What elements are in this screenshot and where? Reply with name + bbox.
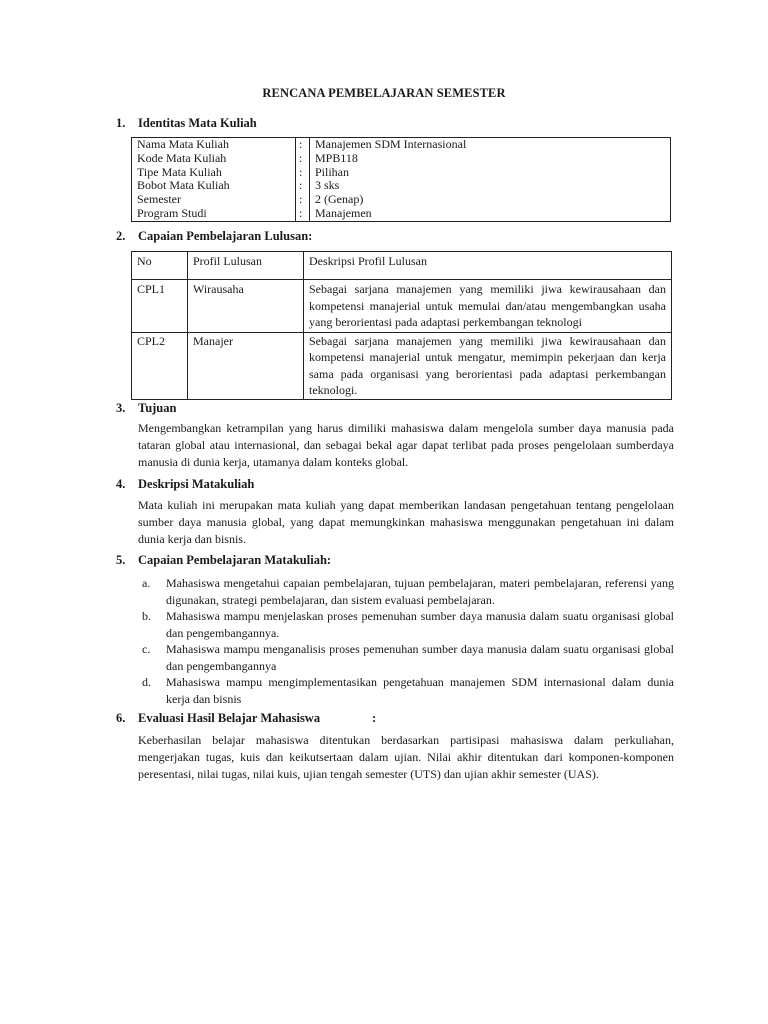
row-separator: :: [296, 166, 310, 180]
cell-profile: Wirausaha: [188, 280, 304, 333]
list-item: [142, 674, 674, 707]
section-5-heading: [116, 553, 331, 568]
row-separator: :: [296, 138, 310, 152]
row-value: 3 sks: [315, 178, 340, 193]
identity-table: [131, 137, 671, 222]
table-row: [132, 152, 671, 166]
row-value: Pilihan: [315, 164, 350, 179]
section-number: 3.: [116, 401, 126, 415]
table-header-row: [132, 252, 672, 280]
section-title: Tujuan: [138, 401, 177, 415]
list-marker: d.: [142, 675, 151, 689]
column-header: No: [132, 252, 188, 280]
column-header: Deskripsi Profil Lulusan: [304, 252, 672, 280]
row-value: Manajemen: [315, 205, 372, 220]
section-3-heading: [116, 401, 176, 416]
learning-outcomes-list: [142, 575, 674, 707]
section-4-text: Mata kuliah ini merupakan mata kuliah yang dapat memberikan landasan pengetahuan tentang pengelolaan sumber daya manusia global, yang dapat memungkinkan mahasiswa menggunakan pengetahuan ini dalam dunia kerja dan bisnis.: [138, 498, 674, 546]
section-title: Identitas Mata Kuliah: [138, 116, 257, 130]
cell-no: CPL2: [132, 332, 188, 399]
column-header: Profil Lulusan: [188, 252, 304, 280]
section-number: 1.: [116, 116, 126, 130]
list-item-text: Mahasiswa mampu menganalisis proses pemenuhan sumber daya manusia dalam suatu organisasi global dan pengembangannya: [166, 642, 674, 673]
table-row: [132, 166, 671, 180]
section-6-text: Keberhasilan belajar mahasiswa ditentukan berdasarkan partisipasi mahasiswa dalam perkuliahan, mengerjakan tugas, kuis dan keikutsertaan dalam ujian. Nilai akhir ditentukan dari komponen-komponen peresentasi, nilai tugas, nilai kuis, ujian tengah semester (UTS) dan ujian akhir semester (UAS).: [138, 733, 674, 781]
section-3-text: Mengembangkan ketrampilan yang harus dimiliki mahasiswa dalam mengelola sumber daya manusia pada tataran global atau internasional, dan sebagai bekal agar dapat terlibat pada proses pengelolaan sumberdaya manusia di dunia kerja, utamanya dalam konteks global.: [138, 421, 674, 469]
section-number: 5.: [116, 553, 126, 567]
row-separator: :: [296, 193, 310, 207]
table-row: [132, 207, 671, 221]
row-label: Bobot Mata Kuliah: [137, 178, 230, 193]
row-separator: :: [296, 152, 310, 166]
row-label: Semester: [137, 192, 181, 207]
section-number: 4.: [116, 477, 126, 491]
table-row: [132, 332, 672, 399]
section-colon: :: [372, 711, 377, 725]
section-title: Capaian Pembelajaran Matakuliah:: [138, 553, 332, 567]
section-4-heading: [116, 477, 254, 492]
section-title: Evaluasi Hasil Belajar Mahasiswa: [138, 711, 321, 725]
section-title: Deskripsi Matakuliah: [138, 477, 255, 491]
document-title: RENCANA PEMBELAJARAN SEMESTER: [262, 86, 506, 100]
cell-no: CPL1: [132, 280, 188, 333]
list-item: [142, 608, 674, 641]
list-item: [142, 641, 674, 674]
list-item-text: Mahasiswa mengetahui capaian pembelajaran, tujuan pembelajaran, materi pembelajaran, referensi yang digunakan, strategi pembelajaran, dan sistem evaluasi pembelajaran.: [166, 576, 674, 607]
table-row: [132, 179, 671, 193]
row-separator: :: [296, 207, 310, 221]
list-marker: a.: [142, 576, 151, 590]
table-row: [132, 193, 671, 207]
list-item-text: Mahasiswa mampu menjelaskan proses pemenuhan sumber daya manusia dalam suatu organisasi global dan pengembangannya.: [166, 609, 674, 640]
row-value: MPB118: [315, 150, 358, 165]
section-title: Capaian Pembelajaran Lulusan:: [138, 229, 313, 243]
section-2-heading: [116, 229, 312, 244]
cell-description: Sebagai sarjana manajemen yang memiliki jiwa kewirausahaan dan kompetensi manajerial untuk mengatur, memimpin pekerjaan dan kerja sama pada organisasi yang berorientasi pada adaptasi perkembangan teknologi.: [304, 332, 672, 399]
cell-profile: Manajer: [188, 332, 304, 399]
list-item: [142, 575, 674, 608]
row-label: Tipe Mata Kuliah: [137, 164, 222, 179]
cell-description: Sebagai sarjana manajemen yang memiliki jiwa kewirausahaan dan kompetensi manajerial untuk memulai dan/atau mengembangkan usaha yang berorientasi pada adaptasi perkembangan teknologi: [304, 280, 672, 333]
table-row: [132, 280, 672, 333]
row-label: Kode Mata Kuliah: [137, 150, 227, 165]
list-marker: b.: [142, 609, 151, 623]
row-separator: :: [296, 179, 310, 193]
list-marker: c.: [142, 642, 151, 656]
table-row: [132, 138, 671, 152]
section-6-heading: [116, 711, 377, 726]
row-label: Nama Mata Kuliah: [137, 137, 229, 151]
graduate-profile-table: [131, 251, 672, 400]
row-label: Program Studi: [137, 205, 207, 220]
row-value: Manajemen SDM Internasional: [315, 137, 467, 151]
section-number: 2.: [116, 229, 126, 243]
row-value: 2 (Genap): [315, 192, 364, 207]
section-1-heading: [116, 116, 257, 131]
section-number: 6.: [116, 711, 126, 725]
list-item-text: Mahasiswa mampu mengimplementasikan pengetahuan manajemen SDM internasional dalam dunia kerja dan bisnis: [166, 675, 674, 706]
